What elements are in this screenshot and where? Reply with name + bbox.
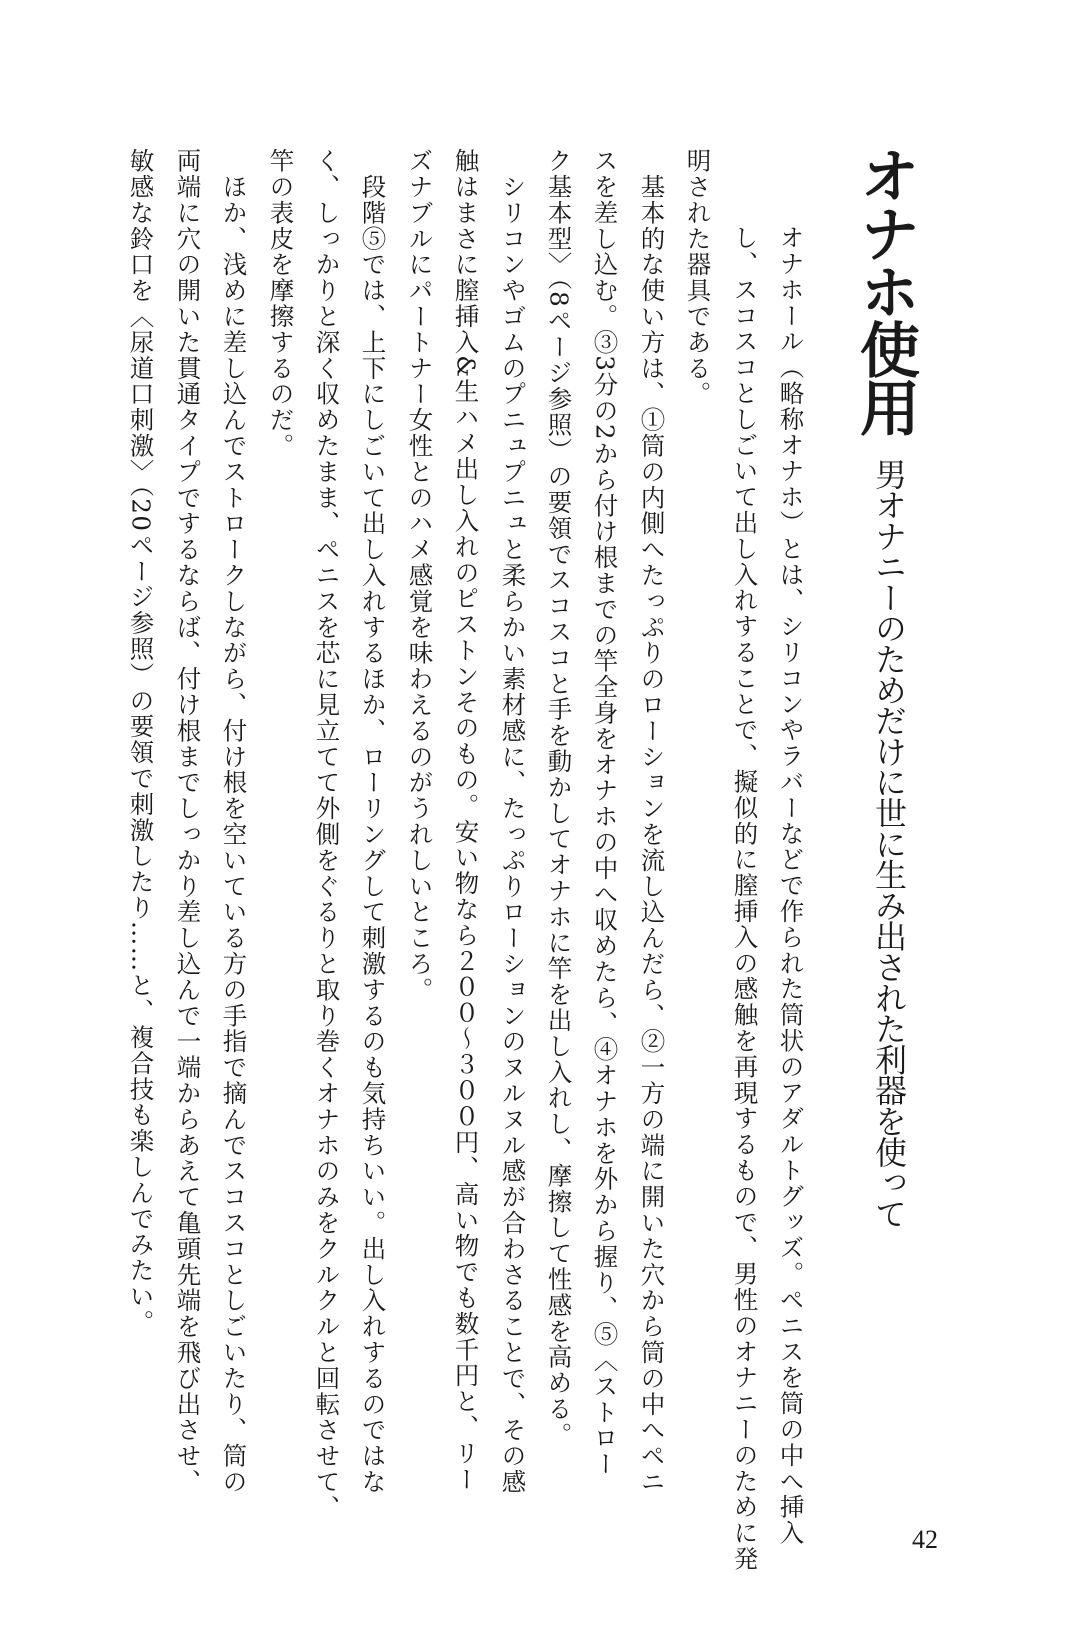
body-column: 触はまさに膣挿入&生ハメ出し入れのピストンそのもの。安い物なら２００〜３００円、高い物でも数千円と、リー [451,148,481,1493]
body-column: 竿の表皮を摩擦するのだ。 [266,148,296,459]
page-title: オナホ使用 [850,145,920,435]
body-column: ほか、浅めに差し込んでストロークしながら、付け根を空いている方の手指で摘んでスコスコとしごいたり、筒の [219,148,249,1495]
subtitle: 男オナニーのためだけに世に生み出された利器を使って [870,458,908,1228]
body-column: 段階⑤では、上下にしごいて出し入れするほか、ローリングして刺激するのも気持ちいい。出し入れするのではな [358,148,388,1495]
body-column: 両端に穴の開いた貫通タイプでするならば、付け根までしっかり差し込んで一端からあえて亀頭先端を飛び出させ、 [173,148,203,1495]
body-column: スを差し込む。③3分の2から付け根までの竿全身をオナホの中へ収めたら、④オナホを外から握り、⑤〈ストロー [590,148,620,1477]
body-column: し、スコスコとしごいて出し入れすることで、擬似的に膣挿入の感触を再現するもので、男性のオナニーのために発 [730,225,760,1572]
page-number: 42 [912,1525,938,1554]
body-column: ズナブルにパートナー女性とのハメ感覚を味わえるのがうれしいところ。 [405,148,435,1003]
body-column: 基本的な使い方は、①筒の内側へたっぷりのローションを流し込んだら、②一方の端に開いた穴から筒の中へペニ [637,148,667,1495]
body-column: く、しっかりと深く収めたまま、ペニスを芯に見立てて外側をぐるりと取り巻くオナホのみをクルクルと回転させて、 [312,148,342,1521]
body-column: オナホール（略称オナホ）とは、シリコンやラバーなどで作られた筒状のアダルトグッズ。ペニスを筒の中へ挿入 [776,225,806,1546]
body-column: 敏感な鈴口を〈尿道口刺激〉（20ページ参照）の要領で刺激したり……と、複合技も楽しんでみたい。 [126,148,156,1336]
body-column: 明された器具である。 [683,148,713,407]
body-column: シリコンやゴムのプニュプニュと柔らかい素材感に、たっぷりローションのヌルヌル感が合わさることで、その感 [498,148,528,1495]
body-column: ク基本型〉（8ページ参照）の要領でスコスコと手を動かしてオナホに竿を出し入れし、摩擦して性感を高める。 [544,148,574,1448]
